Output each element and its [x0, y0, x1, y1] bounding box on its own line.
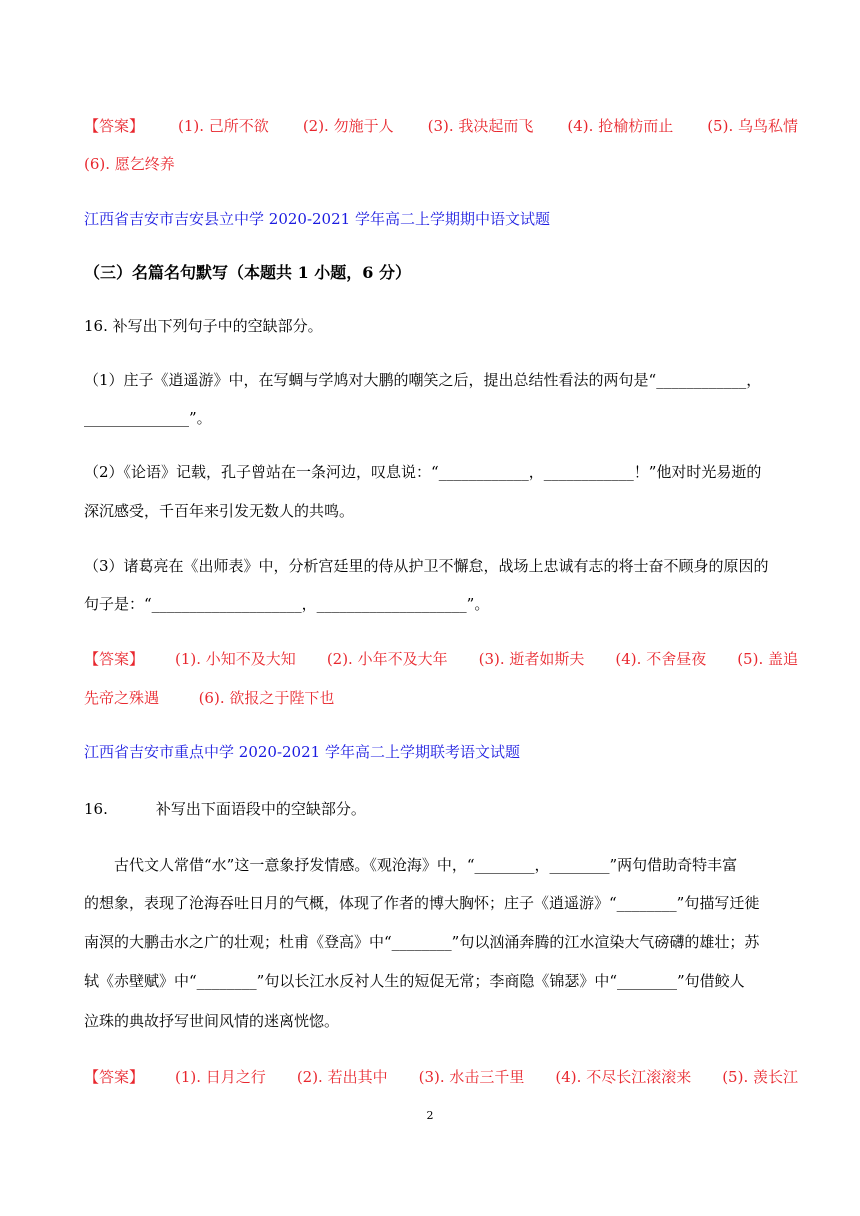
- answer-item: (6). 欲报之于陛下也: [198, 689, 335, 707]
- answer-row: [84, 1067, 798, 1087]
- answer-item: (3). 逝者如斯夫: [478, 650, 585, 668]
- answer-item: (4). 抢榆枋而止: [567, 117, 674, 135]
- question-line: 深沉感受，千百年来引发无数人的共鸣。: [84, 502, 355, 520]
- answer-item: (5). 乌鸟私情: [707, 117, 798, 135]
- answer-row: [84, 649, 798, 669]
- answer-tag: 【答案】: [84, 1068, 145, 1086]
- question-stem: 16. 补写出下列句子中的空缺部分。: [84, 317, 323, 335]
- answer-item: (2). 勿施于人: [302, 117, 394, 135]
- section-heading: （三）名篇名句默写（本题共 1 小题，6 分）: [84, 263, 411, 282]
- answer-item: (1). 己所不欲: [178, 117, 269, 135]
- source-title: 江西省吉安市吉安县立中学 2020-2021 学年高二上学期期中语文试题: [84, 210, 550, 228]
- source-title: 江西省吉安市重点中学 2020-2021 学年高二上学期联考语文试题: [84, 743, 520, 761]
- question-line: ______________”。: [84, 409, 212, 427]
- question-line: （1）庄子《逍遥游》中，在写蜩与学鸠对大鹏的嘲笑之后，提出总结性看法的两句是“____________，: [84, 371, 762, 389]
- question-text: 补写出下面语段中的空缺部分。: [155, 800, 366, 818]
- question-line: 句子是：“____________________，____________________”。: [84, 595, 490, 613]
- question-number: 16.: [84, 800, 108, 818]
- question-line: （2）《论语》记载，孔子曾站在一条河边，叹息说：“____________，____________！”他对时光易逝的: [84, 463, 762, 481]
- page-number: 2: [426, 1109, 434, 1122]
- passage-line: 南溟的大鹏击水之广的壮观；杜甫《登高》中“________”句以汹涌奔腾的江水渲染大气磅礴的雄壮；苏: [84, 933, 760, 951]
- answer-item: (4). 不舍昼夜: [615, 650, 707, 668]
- passage-line: 泣珠的典故抒写世间风情的迷离恍惚。: [84, 1012, 340, 1030]
- answer-item: (5). 羡长江: [722, 1068, 798, 1086]
- answer-tag: 【答案】: [84, 117, 145, 135]
- passage-line: 轼《赤壁赋》中“________”句以长江水反衬人生的短促无常；李商隐《锦瑟》中“________”句借鲛人: [84, 972, 745, 990]
- answer-item: (3). 水击三千里: [418, 1068, 525, 1086]
- answer-item: (5). 盖追: [737, 650, 798, 668]
- passage-line: 的想象，表现了沧海吞吐日月的气概，体现了作者的博大胸怀；庄子《逍遥游》“________”句描写迁徙: [84, 894, 760, 912]
- answer-item: 先帝之殊遇: [84, 689, 160, 707]
- answer-row: [84, 688, 798, 708]
- answer-item: (4). 不尽长江滚滚来: [555, 1068, 692, 1086]
- answer-item: (1). 日月之行: [175, 1068, 266, 1086]
- question-stem: [84, 799, 798, 819]
- answer-tag: 【答案】: [84, 650, 145, 668]
- question-line: （3）诸葛亮在《出师表》中，分析宫廷里的侍从护卫不懈怠，战场上忠诚有志的将士奋不顾身的原因的: [84, 557, 769, 575]
- answer-item: (3). 我决起而飞: [427, 117, 534, 135]
- answer-item: (2). 若出其中: [296, 1068, 388, 1086]
- answer-row: [84, 116, 798, 136]
- answer-item: (1). 小知不及大知: [175, 650, 296, 668]
- answer-item: (2). 小年不及大年: [326, 650, 448, 668]
- answer-item: (6). 愿乞终养: [84, 155, 175, 173]
- answer-row: [84, 154, 798, 174]
- passage-line: 古代文人常借“水”这一意象抒发情感。《观沧海》中，“________，________”两句借助奇特丰富: [114, 856, 738, 874]
